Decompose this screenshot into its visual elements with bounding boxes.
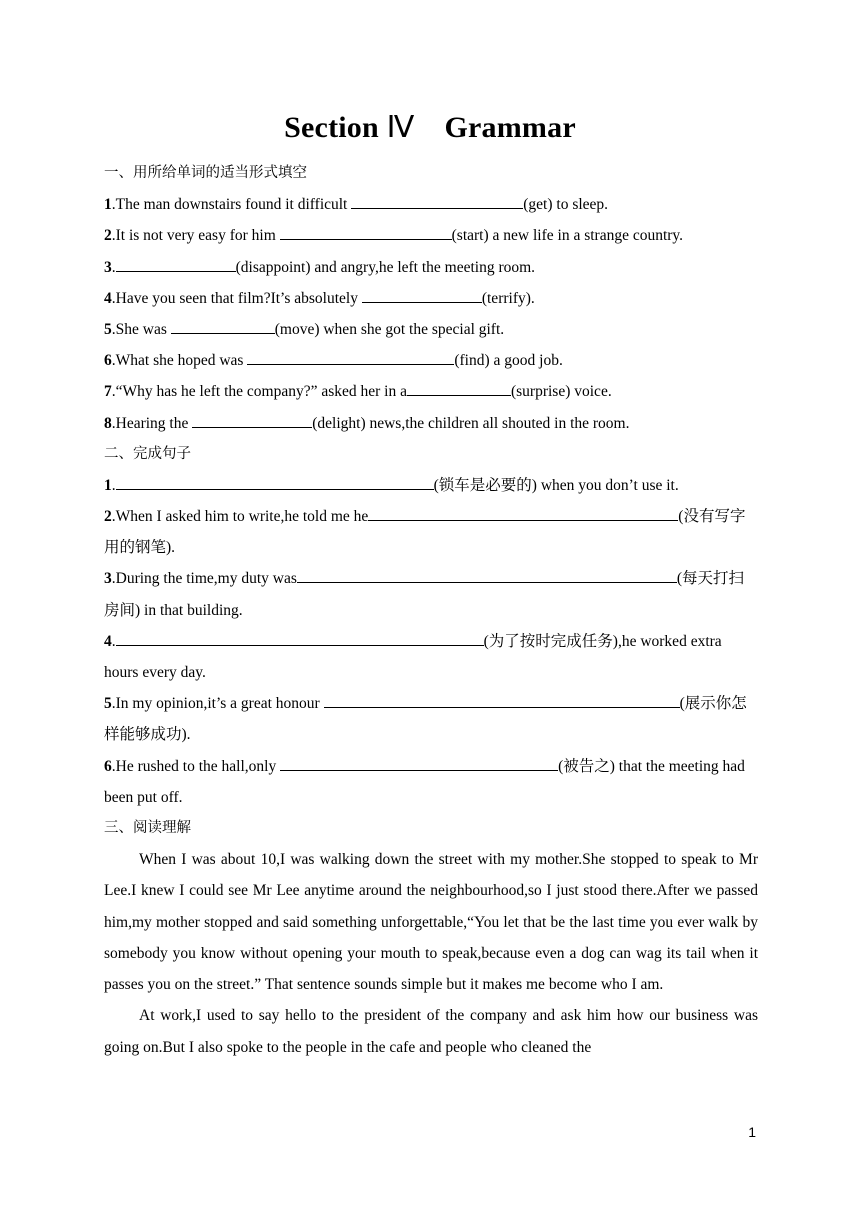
part2-item-1 — [104, 470, 758, 501]
worksheet-content — [104, 158, 758, 1063]
item-number: 1 — [104, 196, 112, 214]
item-text-after: (被告之) that the meeting had been put off. — [104, 757, 745, 806]
item-text-after: (surprise) voice. — [510, 383, 612, 401]
item-text-after: (get) to sleep. — [523, 196, 609, 214]
part1-heading: 一、用所给单词的适当形式填空 — [104, 165, 307, 181]
item-text-after: (start) a new life in a strange country. — [451, 227, 684, 245]
item-text-after: (每天打扫房间) in that building. — [104, 570, 745, 619]
answer-blank[interactable] — [362, 287, 482, 303]
answer-blank[interactable] — [247, 349, 454, 365]
part2-item-3 — [104, 563, 758, 625]
item-number: 6 — [104, 352, 112, 370]
answer-blank[interactable] — [324, 692, 680, 708]
item-number: 3 — [104, 570, 112, 588]
answer-blank[interactable] — [280, 224, 452, 240]
title-section-word: Section — [284, 111, 379, 144]
part1-item-4 — [104, 283, 758, 314]
answer-blank[interactable] — [192, 412, 312, 428]
item-text-before: .Hearing the — [111, 414, 193, 432]
item-text-after: (find) a good job. — [454, 352, 563, 370]
title-topic: Grammar — [444, 111, 576, 144]
part2-item-6 — [104, 751, 758, 813]
part1-item-6 — [104, 345, 758, 376]
item-number: 6 — [104, 757, 112, 775]
item-number: 5 — [104, 320, 112, 338]
part1-item-2 — [104, 220, 758, 251]
item-text-after: (展示你怎样能够成功). — [104, 695, 747, 744]
part2-heading: 二、完成句子 — [104, 445, 191, 462]
item-text-before: .She was — [111, 320, 171, 338]
part1-item-5 — [104, 314, 758, 345]
item-number: 2 — [104, 508, 112, 526]
part1-item-3 — [104, 252, 758, 283]
item-text-after: (为了按时完成任务),he worked extra hours every day. — [104, 632, 722, 682]
item-text-before: . — [111, 258, 116, 276]
page-number: 1 — [748, 1124, 756, 1140]
item-text-before: .The man downstairs found it difficult — [111, 196, 352, 214]
part1-item-7 — [104, 376, 758, 407]
item-text-before: .He rushed to the hall,only — [111, 757, 281, 775]
item-number: 4 — [104, 289, 112, 307]
part3-heading: 三、阅读理解 — [104, 820, 191, 837]
part2-item-2 — [104, 501, 758, 563]
answer-blank[interactable] — [368, 505, 678, 521]
item-text-after: (delight) news,the children all shouted in the room. — [312, 414, 630, 432]
item-text-before: . — [111, 476, 116, 494]
item-number: 2 — [104, 227, 112, 245]
answer-blank[interactable] — [297, 567, 677, 583]
item-text-after: (disappoint) and angry,he left the meeting room. — [235, 258, 536, 276]
part2-item-5 — [104, 688, 758, 750]
item-number: 5 — [104, 695, 112, 713]
title-roman-numeral: Ⅳ — [386, 111, 415, 144]
item-text-before: .Have you seen that film?It’s absolutely — [111, 289, 362, 307]
answer-blank[interactable] — [116, 630, 484, 646]
part1-item-1 — [104, 189, 758, 220]
item-number: 8 — [104, 414, 112, 432]
item-text-after: (terrify). — [481, 289, 535, 307]
item-text-before: .During the time,my duty was — [111, 570, 297, 588]
item-text-before: .In my opinion,it’s a great honour — [111, 695, 324, 713]
item-number: 7 — [104, 383, 112, 401]
item-text-before: .“Why has he left the company?” asked her in a — [111, 383, 407, 401]
item-text-before: . — [111, 632, 116, 650]
answer-blank[interactable] — [116, 256, 236, 272]
item-text-before: .What she hoped was — [111, 352, 248, 370]
item-text-after: (move) when she got the special gift. — [274, 320, 505, 338]
page-title — [0, 110, 860, 145]
reading-paragraph-2: At work,I used to say hello to the president of the company and ask him how our business was going on.But I also spoke to the people in the cafe and people who cleaned the — [104, 1007, 758, 1056]
part1-item-8 — [104, 408, 758, 439]
part2-item-4 — [104, 626, 758, 688]
item-text-after: (锁车是必要的) when you don’t use it. — [433, 476, 679, 494]
answer-blank[interactable] — [280, 755, 558, 771]
item-text-before: .It is not very easy for him — [111, 227, 280, 245]
item-text-before: .When I asked him to write,he told me he — [111, 508, 369, 526]
answer-blank[interactable] — [407, 380, 511, 396]
answer-blank[interactable] — [116, 474, 434, 490]
answer-blank[interactable] — [171, 318, 275, 334]
item-number: 1 — [104, 476, 112, 494]
reading-paragraph-1: When I was about 10,I was walking down the street with my mother.She stopped to speak to Mr Lee.I knew I could see Mr Lee anytime around the neighbourhood,so I just stood there.After we passed him,my mother stopped and said something unforgettable,“You let that be the last time you ever walk by somebody you know without opening your mouth to speak,because even a dog can wag its tail when it passes you on the street.” That sentence sounds simple but it makes me become who I am. — [104, 851, 758, 994]
answer-blank[interactable] — [351, 193, 523, 209]
item-number: 3 — [104, 258, 112, 276]
item-text-after: (没有写字用的钢笔). — [104, 508, 746, 557]
item-number: 4 — [104, 632, 112, 650]
